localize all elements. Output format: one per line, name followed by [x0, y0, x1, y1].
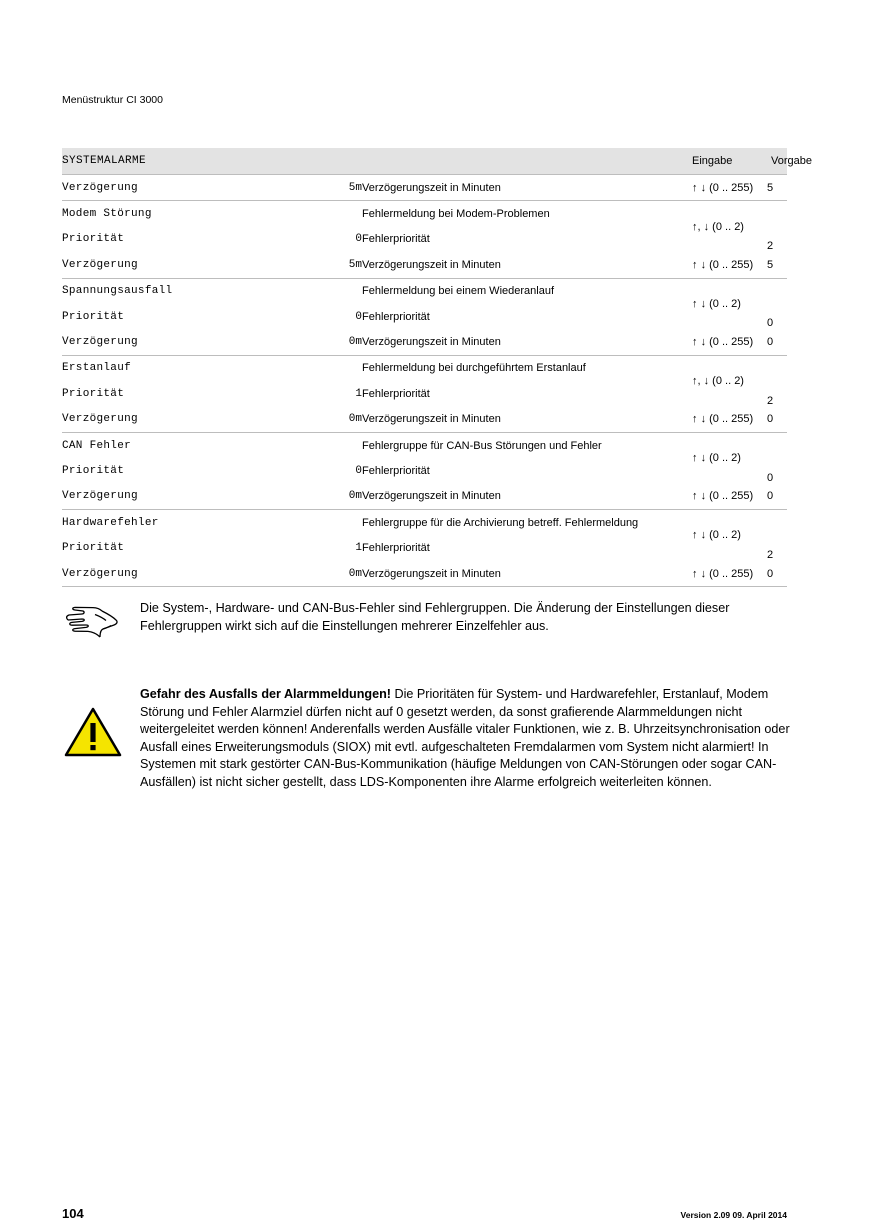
row-input-range: ↑ ↓ (0 .. 2) [692, 510, 767, 561]
row-parameter: Verzögerung [62, 258, 138, 271]
row-parameter: Erstanlauf [62, 355, 302, 381]
row-input-range: ↑ ↓ (0 .. 255) [692, 336, 754, 349]
row-description: Fehlerpriorität [362, 310, 430, 323]
row-description: Verzögerungszeit in Minuten [362, 175, 692, 201]
row-parameter: Verzögerung [62, 490, 138, 503]
row-parameter: Spannungsausfall [62, 278, 302, 304]
row-default-value: 0 [767, 432, 787, 483]
row-description: Fehlermeldung bei einem Wiederanlauf [362, 278, 692, 304]
page-header-title: Menüstruktur CI 3000 [62, 94, 163, 106]
row-input-range: ↑ ↓ (0 .. 255) [692, 413, 754, 426]
row-value: 0 [355, 464, 362, 477]
warning-text [140, 686, 790, 791]
row-input-range: ↑ ↓ (0 .. 255) [692, 490, 754, 503]
row-input-range: ↑, ↓ (0 .. 2) [692, 201, 767, 252]
table-row [62, 252, 787, 278]
table-header-row [62, 148, 787, 175]
table-row [62, 561, 787, 587]
row-description: Verzögerungszeit in Minuten [362, 567, 501, 580]
row-description: Verzögerungszeit in Minuten [362, 413, 501, 426]
table-row [62, 432, 787, 458]
table-row [62, 329, 787, 355]
row-parameter: Priorität [62, 233, 125, 246]
row-value [302, 201, 362, 227]
warning-lead: Gefahr des Ausfalls der Alarmmeldungen! [140, 687, 392, 701]
row-value: 0 [355, 233, 362, 246]
row-description: Fehlergruppe für die Archivierung betreff. Fehlermeldung [362, 510, 692, 536]
row-input-range: ↑ ↓ (0 .. 2) [692, 278, 767, 329]
row-parameter: Modem Störung [62, 201, 302, 227]
table-row [62, 201, 787, 227]
row-description: Fehlergruppe für CAN-Bus Störungen und Fehler [362, 432, 692, 458]
row-description: Verzögerungszeit in Minuten [362, 490, 501, 503]
table-row [62, 484, 787, 510]
row-value [302, 510, 362, 536]
row-default-value: 0 [767, 336, 774, 349]
row-parameter: Priorität [62, 542, 125, 555]
row-input-range: ↑ ↓ (0 .. 255) [692, 258, 754, 271]
table-row [62, 304, 787, 329]
row-value [302, 278, 362, 304]
row-input-range: ↑ ↓ (0 .. 255) [692, 175, 767, 201]
footer-version: Version 2.09 09. April 2014 [680, 1210, 787, 1220]
menu-structure-table [62, 148, 812, 587]
row-value: 0m [348, 567, 362, 580]
row-value: 1 [355, 542, 362, 555]
row-description: Fehlerpriorität [362, 387, 430, 400]
table-row [62, 227, 787, 252]
row-description: Fehlermeldung bei Modem-Problemen [362, 201, 692, 227]
row-default-value: 2 [767, 510, 787, 561]
table-row [62, 355, 787, 381]
table-row [62, 535, 787, 560]
note-text: Die System-, Hardware- und CAN-Bus-Fehler sind Fehlergruppen. Die Änderung der Einstellungen dieser Fehlergruppen wirkt sich auf die Einstellungen mehrerer Einzelfehler aus. [140, 601, 730, 633]
table-row [62, 407, 787, 433]
row-value: 0m [348, 413, 362, 426]
row-default-value: 5 [767, 175, 787, 201]
table-row [62, 381, 787, 406]
row-default-value: 0 [767, 413, 774, 426]
row-parameter: Verzögerung [62, 567, 138, 580]
row-value: 0m [348, 336, 362, 349]
row-description: Verzögerungszeit in Minuten [362, 336, 501, 349]
row-value [302, 355, 362, 381]
row-default-value: 0 [767, 278, 787, 329]
table-header-input: Eingabe [692, 148, 767, 175]
table-row [62, 278, 787, 304]
row-input-range: ↑ ↓ (0 .. 2) [692, 432, 767, 483]
row-default-value: 0 [767, 490, 774, 503]
row-default-value: 0 [767, 567, 774, 580]
row-parameter: Priorität [62, 310, 125, 323]
row-value: 5m [302, 175, 362, 201]
table-row [62, 458, 787, 483]
row-description: Fehlerpriorität [362, 464, 430, 477]
row-description: Fehlerpriorität [362, 542, 430, 555]
row-parameter: Priorität [62, 387, 125, 400]
row-default-value: 2 [767, 355, 787, 406]
row-input-range: ↑ ↓ (0 .. 255) [692, 567, 754, 580]
row-parameter: Hardwarefehler [62, 510, 302, 536]
pointing-hand-icon [62, 606, 118, 640]
table-row [62, 175, 787, 201]
row-value: 1 [355, 387, 362, 400]
row-parameter: Verzögerung [62, 336, 138, 349]
row-description: Fehlermeldung bei durchgeführtem Erstanlauf [362, 355, 692, 381]
table-bottom-rule [62, 587, 787, 588]
row-value [302, 432, 362, 458]
warning-triangle-icon [64, 706, 122, 758]
row-value: 0 [355, 310, 362, 323]
row-parameter: Priorität [62, 464, 125, 477]
row-value: 5m [348, 258, 362, 271]
table-row [62, 510, 787, 536]
footer-page-number: 104 [62, 1206, 84, 1221]
table-header-section: SYSTEMALARME [62, 148, 692, 175]
row-description: Verzögerungszeit in Minuten [362, 258, 501, 271]
row-parameter: Verzögerung [62, 175, 302, 201]
table-header-default: Vorgabe [767, 148, 787, 175]
row-parameter: CAN Fehler [62, 432, 302, 458]
row-input-range: ↑, ↓ (0 .. 2) [692, 355, 767, 406]
row-value: 0m [348, 490, 362, 503]
warning-body: Die Prioritäten für System- und Hardwarefehler, Erstanlauf, Modem Störung und Fehler Alarmziel dürfen nicht auf 0 gesetzt werden, da sonst grafierende Alarmmeldungen nicht weitergeleitet werden können! Anderenfalls werden Ausfälle vitaler Funktionen, wie z. B. Uhrzeitsynchronisation oder Ausfall eines Erweiterungsmoduls (SIOX) mit evtl. aufgeschalteten Fremdalarmen vom System nicht alarmiert! In Systemen mit stark gestörter CAN-Bus-Kommunikation (häufige Meldungen von CAN-Störungen oder sogar CAN-Ausfällen) ist nicht sicher gestellt, dass LDS-Komponenten ihre Alarme erfolgreich weiterleiten können. [140, 687, 790, 789]
row-default-value: 2 [767, 201, 787, 252]
row-default-value: 5 [767, 258, 774, 271]
row-description: Fehlerpriorität [362, 233, 430, 246]
row-parameter: Verzögerung [62, 413, 138, 426]
